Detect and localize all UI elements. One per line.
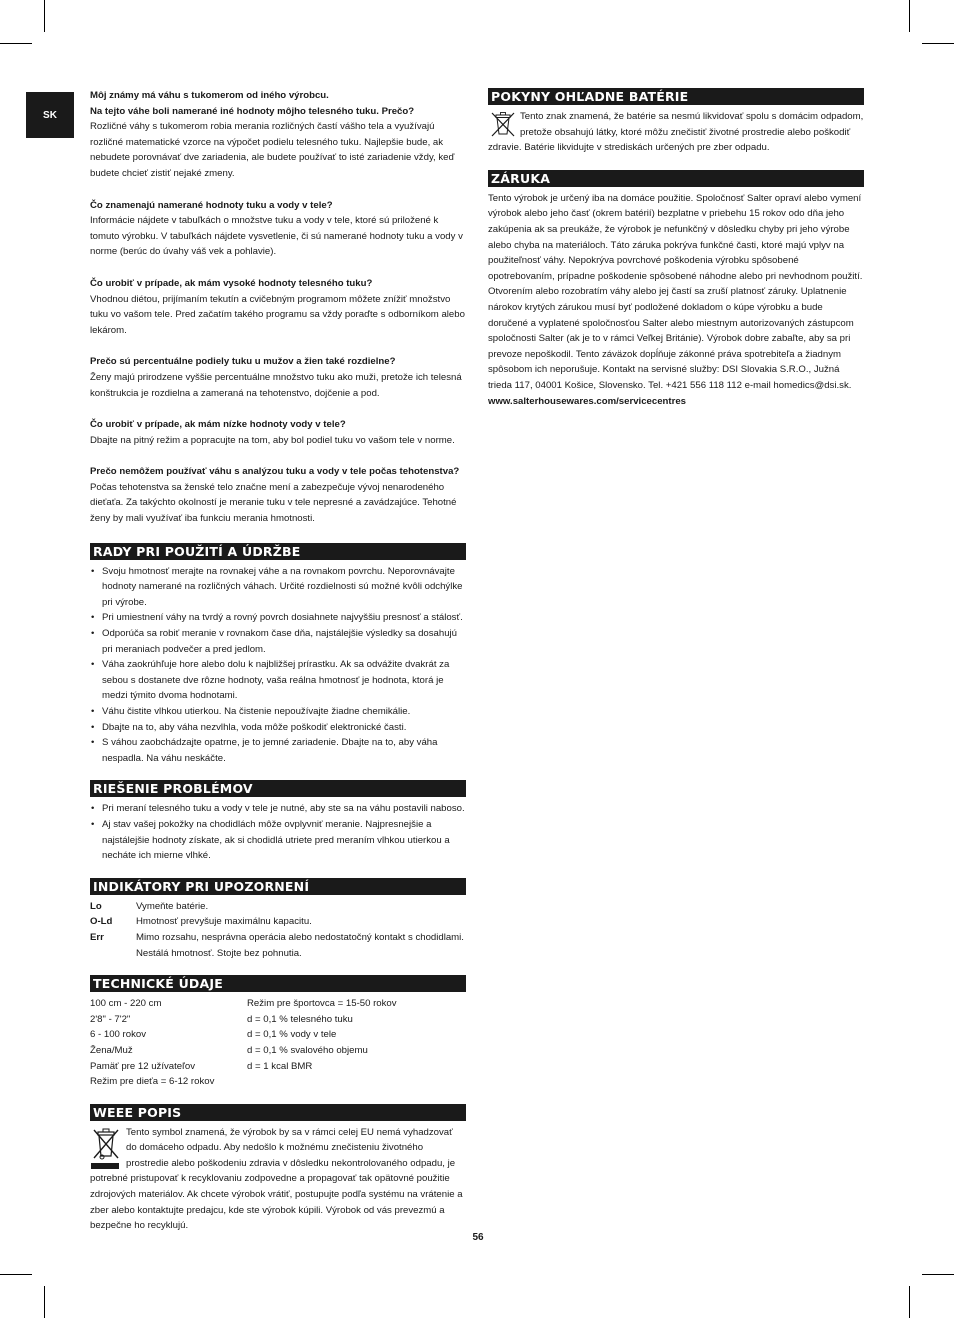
troubleshooting-section: [90, 780, 466, 863]
faq-answer: Ženy majú prirodzene vyššie percentuálne množstvo tuku ako muži, pretože ich telesná konštrukcia je rozdielna a zameraná na tehotenstvo, dojčenie a pod.: [90, 371, 462, 399]
spec-item: 6 - 100 rokov: [90, 1029, 146, 1041]
page-number: 56: [472, 1232, 484, 1243]
weee-text: Tento symbol znamená, že výrobok by sa v rámci celej EU nemá vyhadzovať do domáceho odpadu. Aby nedošlo k možnému znečisteniu životného prostredie alebo poškodeniu zdravia v dôsledku nekontrolovaného odpadu, je potrebné pristupovať k recyklovaniu zodpovedne a propagovať tak opätovné použitie zdrojových materiálov. Ak chcete výrobok vrátiť, postupujte podľa systému na vrátenie a zber alebo kontaktujte predajcu, kde ste výrobok kúpili. Výrobok od vás prevezmú a bezpečne ho recyklujú.: [90, 1126, 463, 1232]
faq-question: Môj známy má váhu s tukomerom od iného výrobcu.: [90, 90, 329, 101]
section-heading: RADY PRI POUŽITÍ A ÚDRŽBE: [90, 543, 466, 560]
section-heading: WEEE POPIS: [90, 1104, 466, 1121]
technical-specs: [90, 996, 466, 1090]
indicator-row: [90, 930, 466, 961]
indicator-text: Vymeňte batérie.: [136, 900, 209, 912]
spec-column: [90, 996, 247, 1090]
spec-item: d = 0,1 % telesného tuku: [247, 1013, 353, 1025]
faq-item: [90, 464, 466, 526]
list-item: • Svoju hmotnosť merajte na rovnakej váhe a na rovnakom povrchu. Neporovnávajte hodnoty namerané na rozličných váhach. Určité rozdielnosti sú možné kvôli odchýlke pri výrobe.: [90, 564, 466, 611]
faq-item: [90, 354, 466, 401]
weee-section: [90, 1104, 466, 1234]
spec-item: Pamäť pre 12 užívateľov: [90, 1060, 196, 1072]
faq-question: Prečo sú percentuálne podiely tuku u mužov a žien také rozdielne?: [90, 356, 396, 368]
technical-section: [90, 975, 466, 1090]
tips-list: [90, 564, 466, 767]
right-column: [488, 88, 864, 423]
faq-answer: Vhodnou diétou, prijímaním tekutín a cvičebným programom môžete znížiť množstvo tuku vo vašom tele. Pred začatím takého programu sa vždy poraďte s odborníkom alebo lekárom.: [90, 293, 465, 336]
spec-item: 2'8" - 7'2": [90, 1013, 131, 1025]
language-tab: [26, 92, 74, 138]
crop-mark: [0, 1274, 32, 1275]
list-item: • Aj stav vašej pokožky na chodidlách môže ovplyvniť meranie. Najpresnejšie a najstálejšie hodnoty získate, ak si chodidlá utriete pred meraním vlhkou utierkou a necháte ich mierne vlhké.: [90, 817, 466, 864]
crop-mark: [44, 1286, 45, 1318]
faq-answer: Informácie nájdete v tabuľkách o množstve tuku a vody v tele, ktoré sú priložené k tomuto výrobku. V tabuľkách nájdete vysvetlenie, či sú namerané hodnoty tuku a vody v norme (berúc do úvahy váš vek a pohlavie).: [90, 215, 463, 258]
indicators-section: [90, 878, 466, 961]
crop-mark: [922, 1274, 954, 1275]
indicator-row: [90, 914, 466, 930]
crossed-bin-icon: [489, 110, 517, 138]
faq-question: Čo znamenajú namerané hodnoty tuku a vody v tele?: [90, 199, 333, 211]
faq-answer: Počas tehotenstva sa ženské telo značne mení a zabezpečuje vývoj nenarodeného dieťaťa. Za takýchto okolností je meranie tuku v tele nepresné a zavádzajúce. Tehotné ženy by mali využívať iba funkciu merania hmotnosti.: [90, 481, 457, 525]
list-item: • Pri umiestnení váhy na tvrdý a rovný povrch dosiahnete najvyššiu presnosť a stálosť.: [90, 610, 466, 626]
language-code: SK: [43, 109, 57, 121]
indicator-row: [90, 899, 466, 915]
left-column: [90, 88, 466, 1248]
indicator-text: Hmotnosť prevyšuje maximálnu kapacitu.: [136, 916, 312, 928]
faq-answer: Rozličné váhy s tukomerom robia merania rozličných častí vášho tela a využívajú rozličné matematické vzorce na výpočet podielu telesného tuku. Najlepšie bude, ak nebudete porovnávať dve zariadenia, ale budete používať to isté zariadenie vždy, keď budete chcieť zistiť nejaké zmeny.: [90, 121, 455, 179]
faq-item: [90, 88, 466, 182]
crossed-bin-icon: [90, 1126, 122, 1170]
list-item: • Odporúča sa robiť meranie v rovnakom čase dňa, najstálejšie výsledky sa dosahujú pri meraniach podvečer a pred jedlom.: [90, 626, 466, 657]
faq-question: Čo urobiť v prípade, ak mám nízke hodnoty vody v tele?: [90, 419, 346, 431]
spec-item: Režim pre dieťa = 6-12 rokov: [90, 1076, 215, 1088]
section-heading: POKYNY OHĽADNE BATÉRIE: [488, 88, 864, 105]
spec-item: 100 cm - 220 cm: [90, 998, 162, 1010]
section-heading: INDIKÁTORY PRI UPOZORNENÍ: [90, 878, 466, 895]
list-item: • Dbajte na to, aby váha nezvlhla, voda môže poškodiť elektronické časti.: [90, 720, 466, 736]
service-centres-link[interactable]: www.salterhousewares.com/servicecentres: [488, 395, 687, 407]
warranty-section: [488, 170, 864, 409]
faq-item: [90, 276, 466, 338]
spec-item: Žena/Muž: [90, 1044, 133, 1056]
faq-question: Prečo nemôžem používať váhu s analýzou tuku a vody v tele počas tehotenstva?: [90, 466, 460, 478]
tips-section: [90, 543, 466, 767]
faq-item: [90, 198, 466, 260]
faq-question: Čo urobiť v prípade, ak mám vysoké hodnoty telesného tuku?: [90, 277, 373, 289]
faq-item: [90, 417, 466, 448]
indicator-text: Mimo rozsahu, nesprávna operácia alebo nedostatočný kontakt s chodidlami. Nestálá hmotnosť. Stojte bez pohnutia.: [136, 931, 464, 959]
spec-item: d = 0,1 % vody v tele: [247, 1029, 337, 1041]
faq-question: Na tejto váhe boli namerané iné hodnoty môjho telesného tuku. Prečo?: [90, 105, 415, 117]
spec-column: [247, 996, 466, 1090]
section-heading: RIEŠENIE PROBLÉMOV: [90, 780, 466, 797]
troubleshooting-list: [90, 801, 466, 863]
list-item: • Váha zaokrúhľuje hore alebo dolu k najbližšej prírastku. Ak sa odvážite dvakrát za sebou s dostanete dve rôzne hodnoty, vaša reálna hmotnosť je hodnota, ktorá je medzi týmito dvoma hodnotami.: [90, 657, 466, 704]
spec-item: d = 1 kcal BMR: [247, 1060, 313, 1072]
indicator-code: O-Ld: [90, 916, 113, 928]
list-item: • Váhu čistite vlhkou utierkou. Na čistenie nepoužívajte žiadne chemikálie.: [90, 704, 466, 720]
crop-mark: [909, 0, 910, 32]
spec-item: d = 0,1 % svalového objemu: [247, 1044, 368, 1056]
crop-mark: [0, 43, 32, 44]
indicator-code: Lo: [90, 900, 102, 912]
spec-item: Režim pre športovca = 15-50 rokov: [247, 998, 397, 1010]
section-heading: ZÁRUKA: [488, 170, 864, 187]
section-heading: TECHNICKÉ ÚDAJE: [90, 975, 466, 992]
crop-mark: [922, 43, 954, 44]
crop-mark: [44, 0, 45, 32]
warranty-text: Tento výrobok je určený iba na domáce použitie. Spoločnosť Salter opraví alebo vymení výrobok alebo jeho časť (okrem batérií) bezplatne v priebehu 15 rokov odo dňa jeho zakúpenia ak sa preukáže, že výrobok je nefunkčný v dôsledku chyby pri jeho výrobe alebo chyba na materiáloch. Táto záruka pokrýva funkčné časti, ktoré majú vplyv na použiteľnosť váhy. Nepokrýva povrchové poškodenia výrobku spôsobené opotrebovaním, prípadne poškodenie spôsobené náhodne alebo pri nevhodnom použití. Otvorením alebo rozobratím váhy alebo jej častí sa zruší platnosť záruky. Uplatnenie nárokov krytých zárukou musí byť podložené dokladom o kúpe výrobku a bude doručené a vyplatené spoločnosťou Salter alebo miestnym autorizovaných zástupcom spoločnosti Salter (ak je to v rámci Veľkej Británie). Výrobok dobre zabaľte, aby sa pri prevoze nepoškodil. Tento záväzok dopĺňuje zákonné práva spotrebiteľa a žiadnym spôsobom ich neporušuje. Kontakt na servisné služby: DSI Slovakia S.R.O., Južná trieda 117, 04001 Košice, Slovensko. Tel. +421 556 118 112 e-mail homedics@dsi.sk.: [488, 192, 863, 391]
crop-mark: [909, 1286, 910, 1318]
battery-text: Tento znak znamená, že batérie sa nesmú likvidovať spolu s domácim odpadom, pretože obsahujú látky, ktoré môžu znečistiť životné prostredie alebo poškodiť zdravie. Batérie likvidujte v strediskách určených pre zber odpadu.: [488, 111, 864, 154]
faq-answer: Dbajte na pitný režim a popracujte na tom, aby bol podiel tuku vo vašom tele v norme.: [90, 434, 455, 446]
list-item: • Pri meraní telesného tuku a vody v tele je nutné, aby ste sa na váhu postavili naboso.: [90, 801, 466, 817]
indicator-code: Err: [90, 931, 104, 943]
battery-section: [488, 88, 864, 156]
list-item: • S váhou zaobchádzajte opatrne, je to jemné zariadenie. Dbajte na to, aby váha nespadla. Na váhu neskáčte.: [90, 735, 466, 766]
